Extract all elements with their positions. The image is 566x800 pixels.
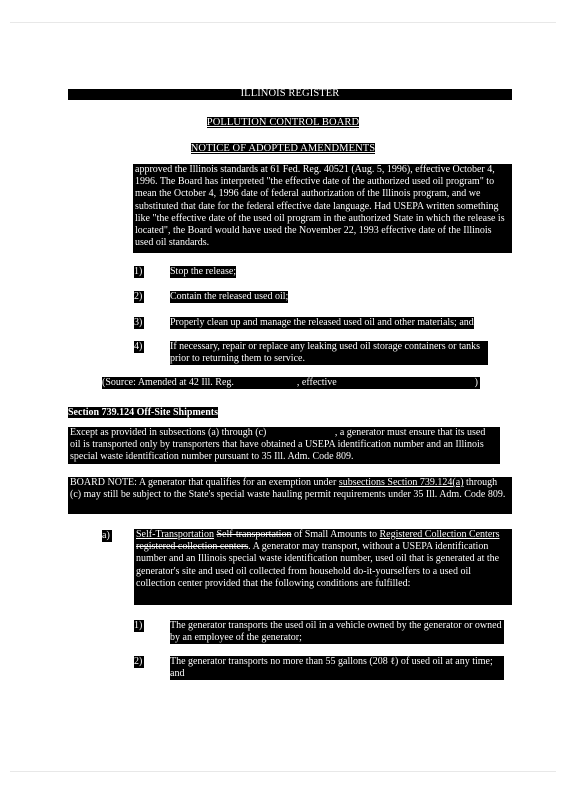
register-title: ILLINOIS REGISTER xyxy=(240,88,340,99)
item-a-body: . A generator may transport, without a USEPA identification number and an Illinois special waste identification number, used oil that is generated at the generator's site and used oil collected from household do-it-yourselfers to a used oil collection center provided that the following conditions are fulfilled: xyxy=(136,541,500,589)
step-text: Properly clean up and manage the released used oil and other materials; and xyxy=(170,317,474,328)
step-text: Contain the released used oil; xyxy=(170,291,289,302)
step-number: 2) xyxy=(134,291,143,302)
item-a-title-new: Self-Transportation xyxy=(136,529,214,540)
sub-item-number: 2) xyxy=(134,656,143,667)
board-note-end: through (c) may still be subject to the State's special waste hauling permit requirements under 35 Ill. Adm. Code 809. xyxy=(70,477,506,501)
step-number: 4) xyxy=(134,341,143,352)
board-title: POLLUTION CONTROL BOARD xyxy=(206,117,360,128)
item-a-title-new-2: Registered Collection Centers xyxy=(379,529,500,540)
offsite-paragraph xyxy=(68,427,500,464)
intro-paragraph: approved the Illinois standards at 61 Fed. Reg. 40521 (Aug. 5, 1996), effective October 4, 1996. The Board has interpreted "the effective date of the authorized used oil program" to mean the October 4, 1996 date of federal authorization of the Illinois program, and we substituted that date for the federal effective date language. Had USEPA written something like "the effective date of the used oil program in the authorized State in which the release is located", the Board would have used the November 22, 1993 effective date of the Illinois used oil standards. xyxy=(133,164,512,253)
notice-title-row xyxy=(0,138,566,156)
step-text: If necessary, repair or replace any leaking used oil storage containers or tanks prior to returning them to service. xyxy=(170,341,488,365)
step-number: 1) xyxy=(134,266,143,277)
board-note-start: BOARD NOTE: A generator that qualifies for an exemption under xyxy=(70,477,337,488)
item-a-paragraph xyxy=(134,529,512,605)
item-a-title-mid: of Small Amounts to xyxy=(293,529,378,540)
page-bottom-edge xyxy=(10,771,556,772)
page-top-edge xyxy=(10,22,556,23)
source-line xyxy=(102,377,480,389)
source-prefix: (Source: Amended at 42 Ill. Reg. xyxy=(102,377,234,388)
sub-item-text: The generator transports the used oil in a vehicle owned by the generator or owned by an employee of the generator; xyxy=(170,620,504,644)
section-heading-row xyxy=(68,402,218,420)
sub-item-text: The generator transports no more than 55 gallons (208 ℓ) of used oil at any time; and xyxy=(170,656,504,680)
source-suffix: ) xyxy=(474,377,478,388)
board-note-reference: subsections Section 739.124(a) xyxy=(338,477,464,488)
offsite-paragraph-end: , a generator must ensure that its used oil is transported only by transporters that have obtained a USEPA identification number and an Illinois special waste identification number pursuant to 35 Ill. Adm. Code 809. xyxy=(70,427,486,463)
item-a-title-struck-2: registered collection centers xyxy=(136,541,249,553)
source-middle: , effective xyxy=(296,377,337,388)
step-number: 3) xyxy=(134,317,143,328)
board-note xyxy=(68,477,512,514)
step-text: Stop the release; xyxy=(170,266,237,277)
offsite-paragraph-start: Except as provided in subsections (a) through (c) xyxy=(70,427,267,438)
notice-title: NOTICE OF ADOPTED AMENDMENTS xyxy=(190,143,376,154)
section-heading: Section 739.124 Off-Site Shipments xyxy=(68,407,218,418)
sub-item-number: 1) xyxy=(134,620,143,631)
item-a-title-struck: Self-transportation xyxy=(216,529,292,540)
item-a-number: a) xyxy=(102,530,112,542)
board-title-row xyxy=(0,112,566,130)
